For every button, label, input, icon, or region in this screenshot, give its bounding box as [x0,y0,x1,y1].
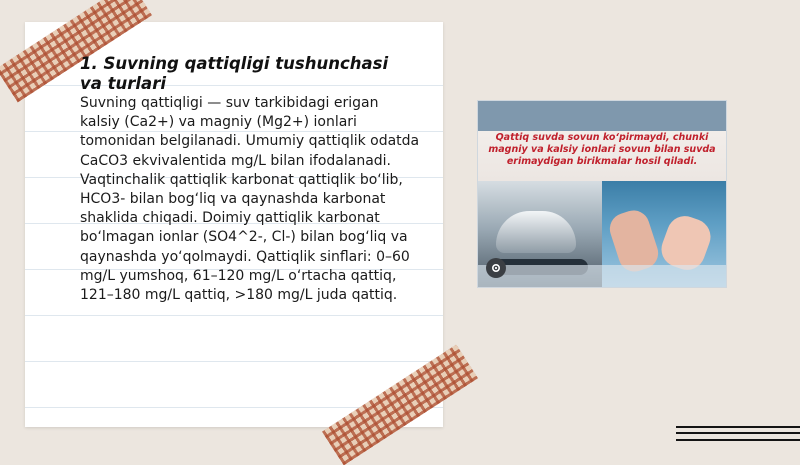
decorative-lines [676,422,800,446]
pot-shape [496,211,576,253]
image-bottom-strip [478,265,726,287]
decorative-line [676,426,800,428]
slide-body-text: Suvning qattiqligi — suv tarkibidagi erigan kalsiy (Ca2+) va magniy (Mg2+) ionlari tomonidan belgilanadi. Umumiy qattiqlik odatda CaCO3 ekvivalentida mg/L bilan ifodalanadi. Vaqtinchalik qattiqlik karbonat qattiqlik bo‘lib, HCO3- bilan bog‘liq va qaynashda karbonat shaklida chiqadi. Doimiy qattiqlik karbonat bo‘lmagan ionlar (SO4^2-, Cl-) bilan bog‘liq va qaynashda yo‘qolmaydi. Qattiqlik sinflari: 0–60 mg/L yumshoq, 61–120 mg/L o‘rtacha qattiq, 121–180 mg/L qattiq, >180 mg/L juda qattiq. [80,95,420,304]
slide-title: 1. Suvning qattiqligi tushunchasi va turlari [80,54,389,93]
lens-icon[interactable] [486,258,506,278]
image-caption: Qattiq suvda sovun ko‘pirmaydi, chunki magniy va kalsiy ionlari sovun bilan suvda erimaydigan birikmalar hosil qiladi. [488,132,716,167]
image-top-ribbon [478,101,726,131]
decorative-line [676,439,800,441]
soap-hard-water-image [477,100,727,288]
decorative-line [676,432,800,434]
